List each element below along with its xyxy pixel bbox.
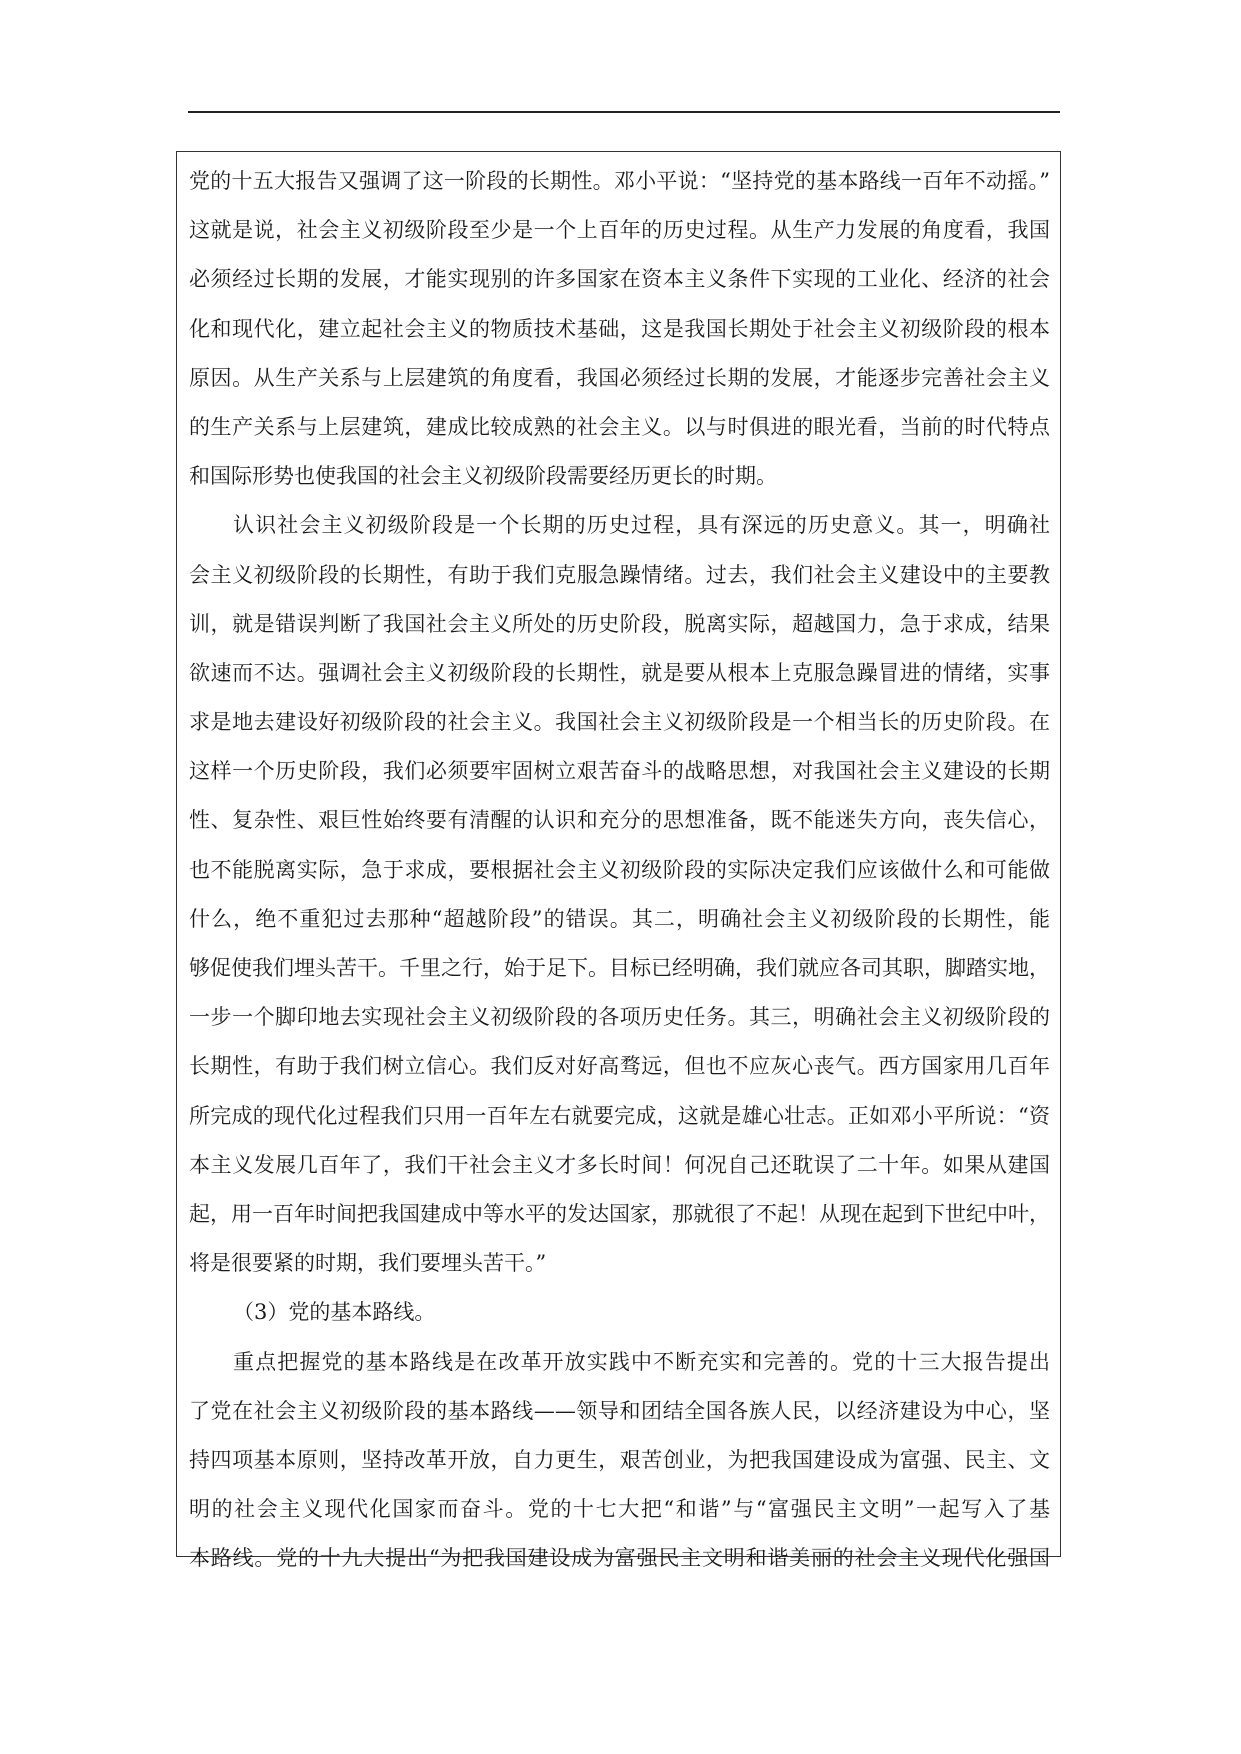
text-line: 原因。从生产关系与上层建筑的角度看，我国必须经过长期的发展，才能逐步完善社会主义 [189,365,1050,390]
text-line: 求是地去建设好初级阶段的社会主义。我国社会主义初级阶段是一个相当长的历史阶段。在 [189,710,1050,735]
text-line: 这样一个历史阶段，我们必须要牢固树立艰苦奋斗的战略思想，对我国社会主义建设的长期 [189,759,1050,784]
text-line: 欲速而不达。强调社会主义初级阶段的长期性，就是要从根本上克服急躁冒进的情绪，实事 [189,660,1050,685]
text-line: 也不能脱离实际，急于求成，要根据社会主义初级阶段的实际决定我们应该做什么和可能做 [189,857,1050,882]
text-line: （3）党的基本路线。 [233,1300,436,1325]
text-line: 化和现代化，建立起社会主义的物质技术基础，这是我国长期处于社会主义初级阶段的根本 [189,316,1050,341]
text-line: 明的社会主义现代化国家而奋斗。党的十七大把“和谐”与“富强民主文明”一起写入了基 [189,1497,1050,1522]
text-line: 和国际形势也使我国的社会主义初级阶段需要经历更长的时期。 [189,464,777,489]
text-line: 会主义初级阶段的长期性，有助于我们克服急躁情绪。过去，我们社会主义建设中的主要教 [189,562,1050,587]
text-line: 的生产关系与上层建筑，建成比较成熟的社会主义。以与时俱进的眼光看，当前的时代特点 [189,414,1050,439]
text-line: 一步一个脚印地去实现社会主义初级阶段的各项历史任务。其三，明确社会主义初级阶段的 [189,1005,1050,1030]
header-rule [188,111,1060,113]
text-line: 党的十五大报告又强调了这一阶段的长期性。邓小平说：“坚持党的基本路线一百年不动摇。” [189,169,1050,193]
text-line: 训，就是错误判断了我国社会主义所处的历史阶段，脱离实际，超越国力，急于求成，结果 [189,611,1050,636]
text-line: 长期性，有助于我们树立信心。我们反对好高骛远，但也不应灰心丧气。西方国家用几百年 [189,1054,1050,1079]
text-line: 起，用一百年时间把我国建成中等水平的发达国家，那就很了不起！从现在起到下世纪中叶， [189,1201,1050,1226]
text-line: 本主义发展几百年了，我们干社会主义才多长时间！何况自己还耽误了二十年。如果从建国 [189,1152,1050,1177]
text-line: 性、复杂性、艰巨性始终要有清醒的认识和充分的思想准备，既不能迷失方向，丧失信心， [189,808,1050,833]
text-line: 必须经过长期的发展，才能实现别的许多国家在资本主义条件下实现的工业化、经济的社会 [189,267,1050,292]
document-body [189,160,1050,1586]
text-line: 将是很要紧的时期，我们要埋头苦干。” [189,1251,547,1276]
text-line: 了党在社会主义初级阶段的基本路线——领导和团结全国各族人民，以经济建设为中心，坚 [189,1398,1050,1423]
text-line: 本路线。党的十九大提出“为把我国建设成为富强民主文明和谐美丽的社会主义现代化强国 [189,1546,1050,1571]
text-frame [176,151,1061,1571]
text-line: 认识社会主义初级阶段是一个长期的历史过程，具有深远的历史意义。其一，明确社 [233,513,1050,538]
text-line: 所完成的现代化过程我们只用一百年左右就要完成，这就是雄心壮志。正如邓小平所说：“资 [189,1103,1050,1128]
text-line: 重点把握党的基本路线是在改革开放实践中不断充实和完善的。党的十三大报告提出 [233,1349,1050,1374]
text-line: 持四项基本原则，坚持改革开放，自力更生，艰苦创业，为把我国建设成为富强、民主、文 [189,1447,1050,1472]
text-line: 什么，绝不重犯过去那种“超越阶段”的错误。其二，明确社会主义初级阶段的长期性，能 [189,906,1050,931]
text-line: 够促使我们埋头苦干。千里之行，始于足下。目标已经明确，我们就应各司其职，脚踏实地， [189,956,1050,980]
text-line: 这就是说，社会主义初级阶段至少是一个上百年的历史过程。从生产力发展的角度看，我国 [189,218,1050,243]
